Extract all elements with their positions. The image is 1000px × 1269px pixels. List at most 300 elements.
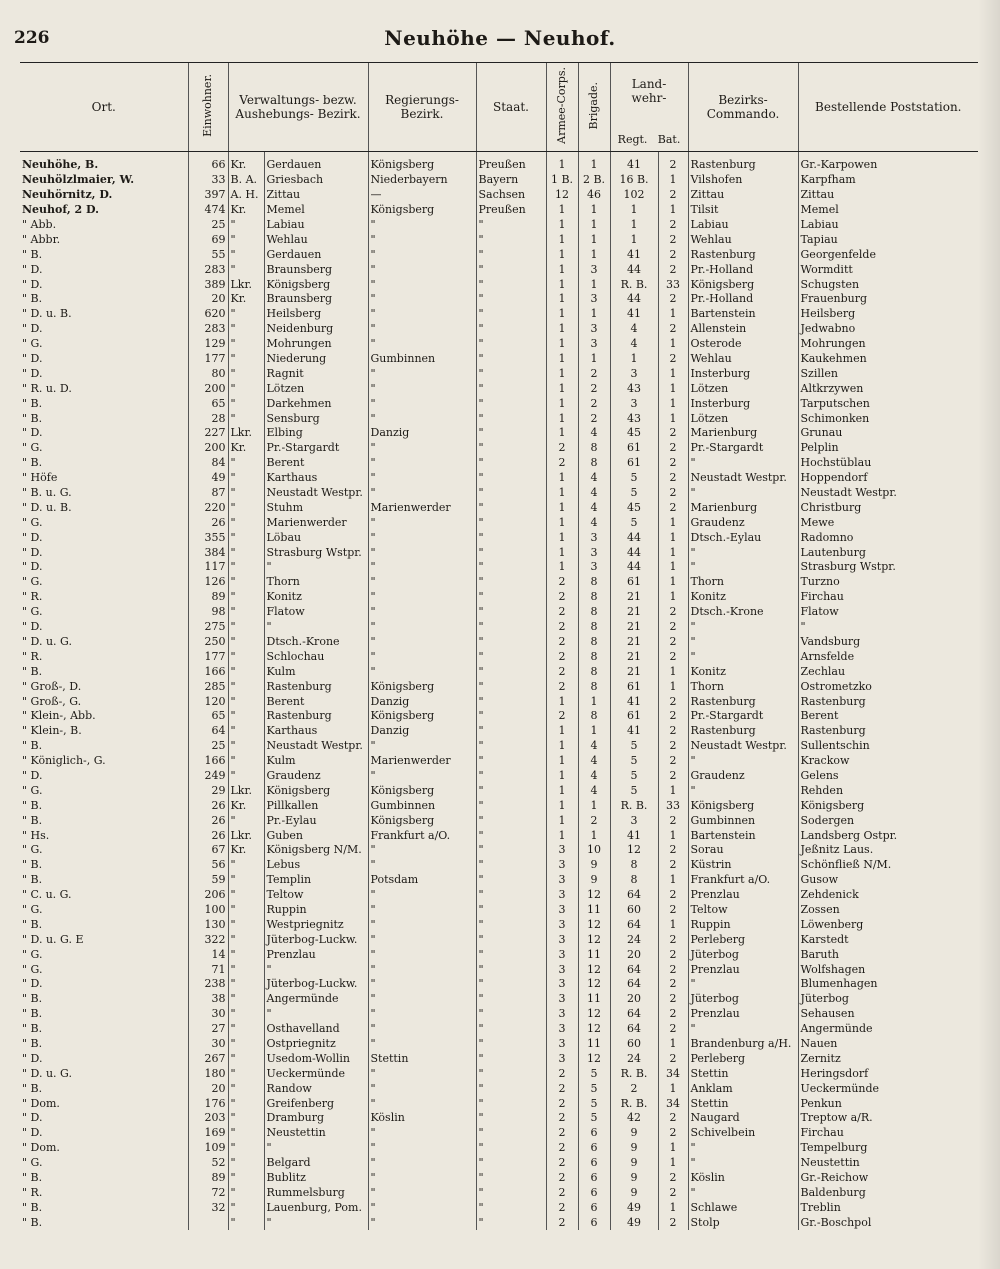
landwehr-bat-cell: 34 [658, 1096, 688, 1111]
bezirks-commando-cell: Vilshofen [688, 173, 798, 188]
brigade-cell: 1 [578, 232, 610, 247]
armee-corps-cell: 1 [546, 352, 578, 367]
regierungsbezirk-cell: " [368, 486, 476, 501]
landwehr-regt-cell: 9 [610, 1126, 658, 1141]
ort-cell: " G. [22, 575, 43, 589]
bezirks-commando-cell: Zittau [688, 188, 798, 203]
bezirk-type-cell: " [228, 947, 264, 962]
brigade-cell: 12 [578, 917, 610, 932]
table-row [20, 694, 978, 709]
regierungsbezirk-cell: " [368, 545, 476, 560]
verwaltungsbezirk-cell: Berent [264, 694, 368, 709]
bezirk-type-cell: " [228, 337, 264, 352]
bezirk-type-cell: " [228, 1007, 264, 1022]
landwehr-bat-cell: 34 [658, 1066, 688, 1081]
landwehr-bat-cell: 2 [658, 1185, 688, 1200]
einwohner-cell: 26 [188, 515, 228, 530]
poststation-cell: Tarputschen [798, 396, 978, 411]
armee-corps-cell: 3 [546, 903, 578, 918]
bezirks-commando-cell: Perleberg [688, 932, 798, 947]
ort-cell: " B. [22, 1081, 43, 1095]
brigade-cell: 11 [578, 1037, 610, 1052]
staat-cell: " [476, 426, 546, 441]
table-row [20, 262, 978, 277]
table-row [20, 173, 978, 188]
landwehr-bat-cell: 2 [658, 262, 688, 277]
staat-cell: " [476, 635, 546, 650]
regierungsbezirk-cell: " [368, 1022, 476, 1037]
einwohner-cell: 25 [188, 218, 228, 233]
poststation-cell: Arnsfelde [798, 649, 978, 664]
einwohner-cell: 474 [188, 203, 228, 218]
landwehr-bat-cell: 1 [658, 828, 688, 843]
ort-cell: " D. [22, 1051, 43, 1065]
table-row [20, 947, 978, 962]
bezirks-commando-cell: " [688, 649, 798, 664]
ort-cell: " G. [22, 337, 43, 351]
ort-cell: " B. [22, 396, 43, 410]
landwehr-regt-cell: 61 [610, 456, 658, 471]
landwehr-bat-cell: 2 [658, 739, 688, 754]
bezirk-type-cell: Kr. [228, 152, 264, 173]
regierungsbezirk-cell: " [368, 456, 476, 471]
bezirk-type-cell: Kr. [228, 441, 264, 456]
landwehr-regt-cell: 3 [610, 813, 658, 828]
staat-cell: " [476, 322, 546, 337]
einwohner-cell: 33 [188, 173, 228, 188]
regierungsbezirk-cell: " [368, 1007, 476, 1022]
armee-corps-cell: 2 [546, 1126, 578, 1141]
regierungsbezirk-cell: " [368, 575, 476, 590]
armee-corps-cell: 2 [546, 649, 578, 664]
table-row [20, 545, 978, 560]
landwehr-bat-cell: 1 [658, 1037, 688, 1052]
einwohner-cell: 169 [188, 1126, 228, 1141]
regierungsbezirk-cell: " [368, 515, 476, 530]
bezirk-type-cell: Kr. [228, 292, 264, 307]
ort-cell: " G. [22, 783, 43, 797]
landwehr-regt-cell: R. B. [610, 277, 658, 292]
staat-cell: " [476, 456, 546, 471]
armee-corps-cell: 2 [546, 664, 578, 679]
brigade-cell: 8 [578, 664, 610, 679]
staat-cell: " [476, 307, 546, 322]
armee-corps-cell: 1 [546, 426, 578, 441]
poststation-cell: Gr.-Karpowen [798, 152, 978, 173]
regierungsbezirk-cell: " [368, 337, 476, 352]
poststation-cell: Jeßnitz Laus. [798, 843, 978, 858]
bezirk-type-cell: " [228, 247, 264, 262]
einwohner-cell: 26 [188, 828, 228, 843]
regierungsbezirk-cell: Danzig [368, 724, 476, 739]
regierungsbezirk-cell: Danzig [368, 426, 476, 441]
bezirks-commando-cell: Allenstein [688, 322, 798, 337]
einwohner-cell: 84 [188, 456, 228, 471]
einwohner-cell: 267 [188, 1051, 228, 1066]
bezirks-commando-cell: " [688, 1185, 798, 1200]
bezirks-commando-cell: Sorau [688, 843, 798, 858]
brigade-cell: 2 [578, 813, 610, 828]
regierungsbezirk-cell: " [368, 396, 476, 411]
bezirks-commando-cell: " [688, 1141, 798, 1156]
regierungsbezirk-cell: Potsdam [368, 873, 476, 888]
verwaltungsbezirk-cell: " [264, 560, 368, 575]
bezirk-type-cell: " [228, 530, 264, 545]
armee-corps-cell: 3 [546, 888, 578, 903]
regierungsbezirk-cell: Frankfurt a/O. [368, 828, 476, 843]
einwohner-cell: 56 [188, 858, 228, 873]
bezirks-commando-cell: Insterburg [688, 396, 798, 411]
einwohner-cell [188, 1215, 228, 1230]
table-body [20, 152, 978, 1231]
staat-cell: " [476, 575, 546, 590]
bezirks-commando-cell: Prenzlau [688, 1007, 798, 1022]
poststation-cell: Rastenburg [798, 694, 978, 709]
poststation-cell: Zechlau [798, 664, 978, 679]
bezirk-type-cell: " [228, 739, 264, 754]
regierungsbezirk-cell: Stettin [368, 1051, 476, 1066]
bezirk-type-cell: " [228, 1051, 264, 1066]
bezirk-type-cell: " [228, 635, 264, 650]
table-row [20, 530, 978, 545]
bezirk-type-cell: " [228, 1126, 264, 1141]
ort-cell: " D. [22, 426, 43, 440]
brigade-cell: 1 [578, 694, 610, 709]
landwehr-regt-cell: 44 [610, 262, 658, 277]
landwehr-regt-cell: 3 [610, 366, 658, 381]
brigade-cell: 11 [578, 992, 610, 1007]
ort-cell: " Dom. [22, 1096, 60, 1110]
verwaltungsbezirk-cell: Kulm [264, 664, 368, 679]
bezirk-type-cell: " [228, 605, 264, 620]
brigade-cell: 5 [578, 1066, 610, 1081]
ort-cell: " B. [22, 292, 43, 306]
staat-cell: " [476, 486, 546, 501]
ort-cell: " C. u. G. [22, 888, 72, 902]
col-header-regt: Regt. [617, 133, 648, 146]
page-fold-shadow [978, 0, 1000, 1269]
brigade-cell: 3 [578, 530, 610, 545]
bezirk-type-cell: " [228, 769, 264, 784]
poststation-cell: Frauenburg [798, 292, 978, 307]
bezirks-commando-cell: " [688, 456, 798, 471]
poststation-cell: Wormditt [798, 262, 978, 277]
verwaltungsbezirk-cell: Karthaus [264, 724, 368, 739]
table-row [20, 1126, 978, 1141]
landwehr-regt-cell: R. B. [610, 1066, 658, 1081]
verwaltungsbezirk-cell: Dtsch.-Krone [264, 635, 368, 650]
staat-cell: " [476, 828, 546, 843]
ort-cell: " R. [22, 1185, 43, 1199]
brigade-cell: 8 [578, 709, 610, 724]
armee-corps-cell: 1 [546, 307, 578, 322]
regierungsbezirk-cell: " [368, 366, 476, 381]
table-row [20, 1200, 978, 1215]
ort-cell: " B. [22, 247, 43, 261]
regierungsbezirk-cell: " [368, 992, 476, 1007]
armee-corps-cell: 2 [546, 1156, 578, 1171]
landwehr-regt-cell: 21 [610, 605, 658, 620]
table-row [20, 247, 978, 262]
bezirks-commando-cell: Königsberg [688, 277, 798, 292]
staat-cell: " [476, 1096, 546, 1111]
ort-cell: " D. [22, 366, 43, 380]
bezirk-type-cell: " [228, 307, 264, 322]
landwehr-bat-cell: 1 [658, 664, 688, 679]
regierungsbezirk-cell: Köslin [368, 1111, 476, 1126]
staat-cell: " [476, 1037, 546, 1052]
einwohner-cell: 397 [188, 188, 228, 203]
landwehr-regt-cell: 21 [610, 664, 658, 679]
verwaltungsbezirk-cell: Labiau [264, 218, 368, 233]
poststation-cell: Zittau [798, 188, 978, 203]
verwaltungsbezirk-cell: Braunsberg [264, 292, 368, 307]
regierungsbezirk-cell: " [368, 932, 476, 947]
bezirks-commando-cell: Küstrin [688, 858, 798, 873]
bezirk-type-cell: " [228, 232, 264, 247]
bezirk-type-cell: " [228, 486, 264, 501]
regierungsbezirk-cell: " [368, 218, 476, 233]
ort-cell: " B. [22, 1200, 43, 1214]
poststation-cell: Blumenhagen [798, 977, 978, 992]
table-row [20, 456, 978, 471]
landwehr-bat-cell: 2 [658, 1215, 688, 1230]
regierungsbezirk-cell: " [368, 262, 476, 277]
regierungsbezirk-cell: " [368, 888, 476, 903]
einwohner-cell: 166 [188, 664, 228, 679]
regierungsbezirk-cell: " [368, 947, 476, 962]
landwehr-regt-cell: 8 [610, 858, 658, 873]
staat-cell: " [476, 739, 546, 754]
landwehr-bat-cell: 2 [658, 724, 688, 739]
armee-corps-cell: 3 [546, 962, 578, 977]
einwohner-cell: 49 [188, 471, 228, 486]
einwohner-cell: 176 [188, 1096, 228, 1111]
table-row [20, 366, 978, 381]
staat-cell: " [476, 962, 546, 977]
landwehr-regt-cell: 61 [610, 679, 658, 694]
landwehr-bat-cell: 2 [658, 962, 688, 977]
bezirks-commando-cell: Neustadt Westpr. [688, 471, 798, 486]
armee-corps-cell: 2 [546, 709, 578, 724]
landwehr-regt-cell: 49 [610, 1215, 658, 1230]
einwohner-cell: 72 [188, 1185, 228, 1200]
armee-corps-cell: 3 [546, 843, 578, 858]
brigade-cell: 2 [578, 396, 610, 411]
landwehr-bat-cell: 2 [658, 992, 688, 1007]
bezirks-commando-cell: Konitz [688, 664, 798, 679]
bezirks-commando-cell: Wehlau [688, 232, 798, 247]
verwaltungsbezirk-cell: Ueckermünde [264, 1066, 368, 1081]
ort-cell: " D. u. B. [22, 307, 72, 321]
bezirk-type-cell: " [228, 709, 264, 724]
landwehr-bat-cell: 2 [658, 754, 688, 769]
brigade-cell: 9 [578, 858, 610, 873]
brigade-cell: 5 [578, 1096, 610, 1111]
table-row [20, 1007, 978, 1022]
poststation-cell: Szillen [798, 366, 978, 381]
landwehr-regt-cell: 45 [610, 500, 658, 515]
ort-cell: " Klein-, B. [22, 724, 82, 738]
staat-cell: " [476, 500, 546, 515]
landwehr-bat-cell: 2 [658, 188, 688, 203]
landwehr-label: Land- wehr- [631, 77, 667, 105]
bezirk-type-cell: " [228, 754, 264, 769]
einwohner-cell: 129 [188, 337, 228, 352]
regierungsbezirk-cell: " [368, 649, 476, 664]
bezirks-commando-cell: " [688, 1156, 798, 1171]
landwehr-bat-cell: 2 [658, 232, 688, 247]
ort-cell: " B. [22, 917, 43, 931]
staat-cell: " [476, 1111, 546, 1126]
regierungsbezirk-cell: " [368, 1037, 476, 1052]
landwehr-regt-cell: 64 [610, 1007, 658, 1022]
landwehr-regt-cell: 4 [610, 322, 658, 337]
bezirks-commando-cell: Pr.-Holland [688, 262, 798, 277]
bezirk-type-cell: " [228, 471, 264, 486]
landwehr-regt-cell: 41 [610, 247, 658, 262]
landwehr-regt-cell: 21 [610, 620, 658, 635]
armee-corps-cell: 1 B. [546, 173, 578, 188]
table-row [20, 903, 978, 918]
regierungsbezirk-cell: Königsberg [368, 203, 476, 218]
ort-cell: " Königlich-, G. [22, 754, 106, 768]
landwehr-bat-cell: 2 [658, 1111, 688, 1126]
poststation-cell: Rehden [798, 783, 978, 798]
landwehr-bat-cell: 2 [658, 769, 688, 784]
bezirk-type-cell: " [228, 1066, 264, 1081]
landwehr-regt-cell: 49 [610, 1200, 658, 1215]
brigade-cell: 1 [578, 798, 610, 813]
poststation-cell: Krackow [798, 754, 978, 769]
staat-cell: " [476, 232, 546, 247]
bezirks-commando-cell: Rastenburg [688, 694, 798, 709]
einwohner-cell: 80 [188, 366, 228, 381]
landwehr-bat-cell: 1 [658, 1141, 688, 1156]
ort-cell: " G. [22, 947, 43, 961]
landwehr-regt-cell: 60 [610, 903, 658, 918]
table-row [20, 515, 978, 530]
bezirks-commando-cell: " [688, 977, 798, 992]
einwohner-cell: 25 [188, 739, 228, 754]
ort-cell: " G. [22, 441, 43, 455]
table-row [20, 232, 978, 247]
armee-corps-cell: 2 [546, 575, 578, 590]
landwehr-bat-cell: 2 [658, 1171, 688, 1186]
verwaltungsbezirk-cell: " [264, 620, 368, 635]
regierungsbezirk-cell: " [368, 292, 476, 307]
brigade-cell: 11 [578, 903, 610, 918]
landwehr-bat-cell: 2 [658, 500, 688, 515]
brigade-cell: 4 [578, 500, 610, 515]
regierungsbezirk-cell: " [368, 307, 476, 322]
verwaltungsbezirk-cell: Rummelsburg [264, 1185, 368, 1200]
verwaltungsbezirk-cell: Dramburg [264, 1111, 368, 1126]
poststation-cell: Nauen [798, 1037, 978, 1052]
brigade-cell: 9 [578, 873, 610, 888]
einwohner-cell: 59 [188, 873, 228, 888]
poststation-cell: Jüterbog [798, 992, 978, 1007]
bezirk-type-cell: " [228, 694, 264, 709]
landwehr-regt-cell: 1 [610, 352, 658, 367]
staat-cell: " [476, 515, 546, 530]
armee-corps-cell: 2 [546, 1200, 578, 1215]
regierungsbezirk-cell: " [368, 1081, 476, 1096]
armee-corps-cell: 1 [546, 828, 578, 843]
landwehr-bat-cell: 1 [658, 1200, 688, 1215]
poststation-cell: Treblin [798, 1200, 978, 1215]
regierungsbezirk-cell: " [368, 411, 476, 426]
einwohner-cell: 26 [188, 813, 228, 828]
einwohner-cell: 98 [188, 605, 228, 620]
brigade-cell: 8 [578, 605, 610, 620]
regierungsbezirk-cell: — [368, 188, 476, 203]
poststation-cell: Baldenburg [798, 1185, 978, 1200]
armee-corps-cell: 1 [546, 337, 578, 352]
armee-corps-cell: 3 [546, 1007, 578, 1022]
table-row [20, 426, 978, 441]
ort-cell: " D. [22, 545, 43, 559]
landwehr-bat-cell: 2 [658, 888, 688, 903]
brigade-cell: 1 [578, 247, 610, 262]
landwehr-regt-cell: 5 [610, 471, 658, 486]
col-header-staat: Staat. [476, 63, 546, 152]
landwehr-regt-cell: 44 [610, 530, 658, 545]
regierungsbezirk-cell: " [368, 471, 476, 486]
staat-cell: " [476, 1141, 546, 1156]
landwehr-bat-cell: 1 [658, 530, 688, 545]
staat-cell: " [476, 292, 546, 307]
bezirks-commando-cell: Rastenburg [688, 247, 798, 262]
table-row [20, 411, 978, 426]
landwehr-bat-cell: 2 [658, 322, 688, 337]
brigade-cell: 3 [578, 560, 610, 575]
poststation-cell: Tapiau [798, 232, 978, 247]
ort-cell: " G. [22, 605, 43, 619]
ort-cell: " B. [22, 1007, 43, 1021]
bezirk-type-cell: " [228, 873, 264, 888]
poststation-cell: Schönfließ N/M. [798, 858, 978, 873]
ort-cell: " G. [22, 962, 43, 976]
poststation-cell: Karstedt [798, 932, 978, 947]
brigade-cell: 3 [578, 322, 610, 337]
bezirks-commando-cell: Bartenstein [688, 307, 798, 322]
staat-cell: " [476, 888, 546, 903]
landwehr-regt-cell: 64 [610, 1022, 658, 1037]
landwehr-bat-cell: 2 [658, 694, 688, 709]
ort-cell: " D. u. G. [22, 634, 72, 648]
table-row [20, 396, 978, 411]
landwehr-regt-cell: 64 [610, 977, 658, 992]
bezirks-commando-cell: Graudenz [688, 515, 798, 530]
table-row [20, 635, 978, 650]
poststation-cell: Hoppendorf [798, 471, 978, 486]
regierungsbezirk-cell: Königsberg [368, 709, 476, 724]
landwehr-bat-cell: 2 [658, 471, 688, 486]
einwohner-cell: 238 [188, 977, 228, 992]
landwehr-regt-cell: 9 [610, 1141, 658, 1156]
poststation-cell: Heringsdorf [798, 1066, 978, 1081]
bezirk-type-cell: " [228, 396, 264, 411]
einwohner-cell: 89 [188, 1171, 228, 1186]
landwehr-bat-cell: 1 [658, 560, 688, 575]
regierungsbezirk-cell: " [368, 530, 476, 545]
poststation-cell: Turzno [798, 575, 978, 590]
col-header-armee-corps: Armee-Corps. [546, 63, 578, 152]
bezirks-commando-cell: " [688, 754, 798, 769]
bezirks-commando-cell: Naugard [688, 1111, 798, 1126]
landwehr-regt-cell: 41 [610, 828, 658, 843]
